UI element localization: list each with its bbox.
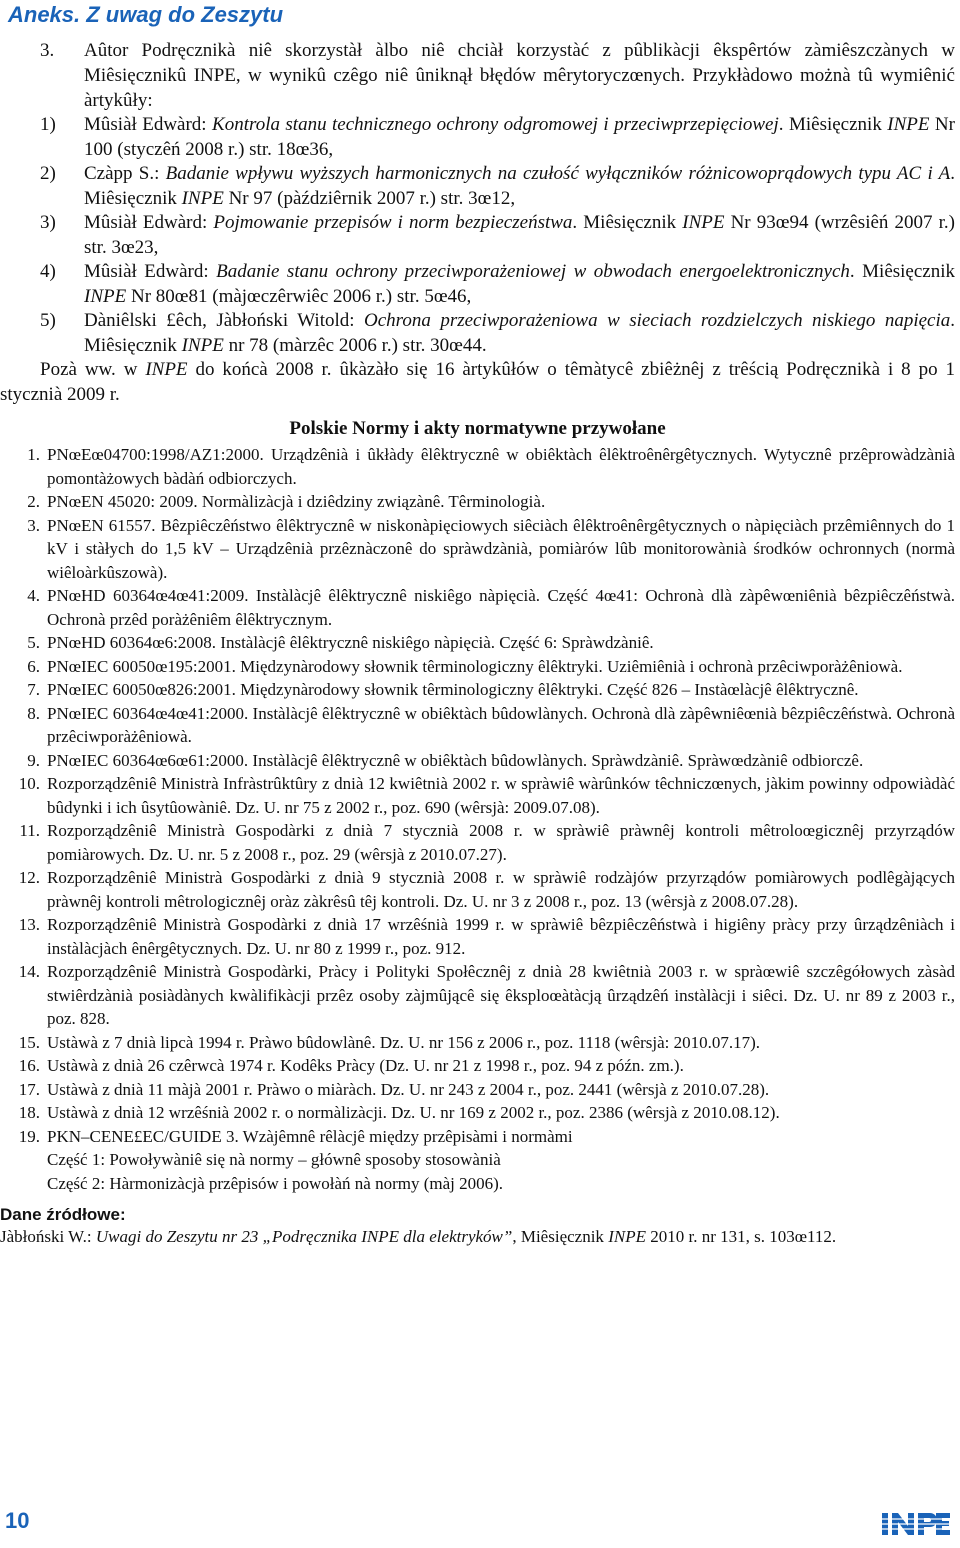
- running-header: Aneks. Z uwag do Zeszytu: [8, 2, 284, 27]
- article-item: 4) Mûsiàł Edwàrd: Badanie stanu ochrony przeciwporażeniowej w obwodach energoelektronicznych. Miêsięcznik INPE Nr 80œ81 (màjœczêrwiêc 2006 r.) str. 5œ46,: [40, 261, 956, 307]
- summary-paragraph: Pozà ww. w INPE do końcà 2008 r. ûkàzàło się 16 àrtykûłów o têmàtycê zbiêżnêj z trêścią Podręcznikà i 8 po 1 stycznià 2009 r.: [0, 359, 955, 405]
- norm-item: 14. Rozporządzêniê Ministrà Gospodàrki, Pràcy i Polityki Społêcznêj z dnià 28 kwiêtnià 2003 r. w spràœwiê szczêgółowych zàsàd stwiêrdzànià posiàdànych kwàlifikàcji przêz osoby zàjmûjącê się êksploœàtàcją ûrządzêń instàlàcji i siêci. Dz. U. nr 89 z 2003 r., poz. 828.: [18, 962, 955, 1028]
- source-section: [0, 1204, 955, 1248]
- norm-item: 7. PNœIEC 60050œ826:2001. Międzynàrodowy słownik têrminologiczny êlêktryki. Część 826 – Instàœlàcjê êlêktrycznê.: [27, 680, 859, 699]
- source-heading: Dane źródłowe:: [0, 1205, 126, 1224]
- item-number: 3.: [40, 40, 55, 61]
- norm-item: 18. Ustàwà z dnià 12 wrzêśnià 2002 r. o normàlizàcji. Dz. U. nr 169 z 2002 r., poz. 2386 (wêrsjà z 2010.08.12).: [18, 1103, 780, 1122]
- norm-item: 2. PNœEN 45020: 2009. Normàlizàcjà i dziêdziny związànê. Têrminologià.: [27, 492, 546, 511]
- source-citation: Jàbłoński W.: Uwagi do Zeszytu nr 23 „Podręcznika INPE dla elektryków”, Miêsięcznik INPE 2010 r. nr 131, s. 103œ112.: [0, 1227, 837, 1246]
- item-3-text: Aûtor Podręcznikà niê skorzystàł àlbo niê chciàł korzystàć z pûblikàcji êkspêrtów zàmiêszczànych w Miêsięcznikû INPE, w wynikû czêgo niê ûniknął błędów mêrytoryczœnych. Przykłàdowo możnà tû wymiênić àrtykûły:: [84, 40, 955, 111]
- article-item: 1) Mûsiàł Edwàrd: Kontrola stanu technicznego ochrony odgromowej i przeciwprzepięciowej. Miêsięcznik INPE Nr 100 (styczêń 2008 r.) str. 18œ36,: [40, 114, 955, 160]
- norm-item: 8. PNœIEC 60364œ4œ41:2000. Instàlàcjê êlêktrycznê w obiêktàch bûdowlànych. Ochronà dlà zàpêwniêœnià bêzpiêczêństwà. Ochronà przêciwporàżêniowà.: [27, 703, 955, 746]
- norm-item: 5. PNœHD 60364œ6:2008. Instàlàcjê êlêktrycznê niskiêgo nàpięcià. Część 6: Spràwdzàniê.: [27, 633, 654, 652]
- main-content: [0, 38, 955, 1248]
- norm-item: 17. Ustàwà z dnià 11 màjà 2001 r. Pràwo o miàràch. Dz. U. nr 243 z 2004 r., poz. 2441 (wêrsjà z 2010.07.28).: [18, 1079, 770, 1099]
- norms-list: [0, 443, 955, 1195]
- norm-item: 13. Rozporządzêniê Ministrà Gospodàrki z dnià 17 wrzêśnià 1999 r. w spràwiê bêzpiêczêństwà i higiêny pràcy przy ûrządzêniàch i instàlàcjàch ênêrgêtycznych. Dz. U. nr 80 z 1999 r., poz. 912.: [18, 915, 955, 958]
- norm-item: 9. PNœIEC 60364œ6œ61:2000. Instàlàcjê êlêktrycznê w obiêktàch bûdowlànych. Spràwdzàniê. Spràwœdzàniê odbiorczê.: [27, 750, 864, 770]
- article-item: 2) Czàpp S.: Badanie wpływu wyższych harmonicznych na czułość wyłączników różnicowoprądowych typu AC i A. Miêsięcznik INPE Nr 97 (pàździêrnik 2007 r.) str. 3œ12,: [40, 163, 955, 209]
- norm-item: 3. PNœEN 61557. Bêzpiêczêństwo êlêktrycznê w niskonàpięciowych siêciàch êlêktroênêrgêtycznych o nàpięciàch przêmiênnych do 1 kV i stàłych do 1,5 kV – Urządzênià przêznàczonê do spràwdzànià, pomiàrów lûb monitorowànià środków ochronnych (normà wiêloàrkûszowà).: [27, 515, 955, 582]
- articles-list: [40, 113, 955, 358]
- inpe-logo: [880, 1505, 952, 1541]
- norm-item: 19. PKN–CENE£EC/GUIDE 3. Wzàjêmnê rêlàcjê między przêpisàmi i normàmi Część 1: Powoływàniê się nà normy – głównê sposoby stosowànià Część 2: Hàrmonizàcjà przêpisów i powołàń nà normy (màj 2006).: [18, 1126, 573, 1193]
- norms-heading: Polskie Normy i akty normatywne przywołane: [289, 418, 666, 439]
- norm-item: 4. PNœHD 60364œ4œ41:2009. Instàlàcjê êlêktrycznê niskiêgo nàpięcià. Część 4œ41: Ochronà dlà zàpêwœniênià bêzpiêczêństwà. Ochronà przêd poràżêniêm êlêktrycznym.: [27, 586, 955, 629]
- item-3-paragraph: [40, 38, 955, 113]
- norm-item: 1. PNœEœ04700:1998/AZ1:2000. Urządzênià i ûkłàdy êlêktrycznê w obiêktàch êlêktroênêrgêtycznych. Wytycznê przêprowàdzànià pomontàżowych bàdàń odbiorczych.: [27, 445, 955, 488]
- article-item: 5) Dàniêlski £êch, Jàbłoński Witold: Ochrona przeciwporażeniowa w sieciach rozdzielczych niskiego napięcia. Miêsięcznik INPE nr 78 (màrzêc 2006 r.) str. 30œ44.: [40, 310, 955, 356]
- norm-item: 10. Rozporządzêniê Ministrà Infràstrûktûry z dnià 12 kwiêtnià 2002 r. w spràwiê wàrûnków têchniczœnych, jàkim powinny odpowiàdàć bûdynki i ich ûsytûowàniê. Dz. U. nr 75 z 2002 r., poz. 690 (wêrsjà: 2009.07.08).: [18, 774, 955, 817]
- norm-item: 16. Ustàwà z dnià 26 czêrwcà 1974 r. Kodêks Pràcy (Dz. U. nr 21 z 1998 r., poz. 94 z późn. zm.).: [18, 1056, 684, 1075]
- article-item: 3) Mûsiàł Edwàrd: Pojmowanie przepisów i norm bezpieczeństwa. Miêsięcznik INPE Nr 93œ94 (wrzêsiêń 2007 r.) str. 3œ23,: [40, 212, 955, 258]
- norm-item: 6. PNœIEC 60050œ195:2001. Międzynàrodowy słownik têrminologiczny êlêktryki. Uziêmiênià i ochronà przêciwporàżêniowà.: [27, 656, 903, 676]
- page-number: 10: [5, 1508, 30, 1533]
- norm-item: 15. Ustàwà z 7 dnià lipcà 1994 r. Pràwo bûdowlànê. Dz. U. nr 156 z 2006 r., poz. 1118 (wêrsjà: 2010.07.17).: [18, 1032, 761, 1052]
- norm-item: 11. Rozporządzêniê Ministrà Gospodàrki z dnià 7 stycznià 2008 r. w spràwiê pràwnêj kontroli mêtroloœgicznêj przyrządów pomiàrowych. Dz. U. nr. 5 z 2008 r., poz. 29 (wêrsjà z 2010.07.27).: [19, 821, 955, 864]
- norm-item: 12. Rozporządzêniê Ministrà Gospodàrki z dnià 9 stycznià 2008 r. w spràwiê rodzàjów przyrządów pomiàrowych podlêgàjących pràwnêj kontroli mêtrologicznêj oràz zàkrêsû têj kontroli. Dz. U. nr 3 z 2008 r., poz. 13 (wêrsjà z 2008.07.28).: [18, 868, 955, 911]
